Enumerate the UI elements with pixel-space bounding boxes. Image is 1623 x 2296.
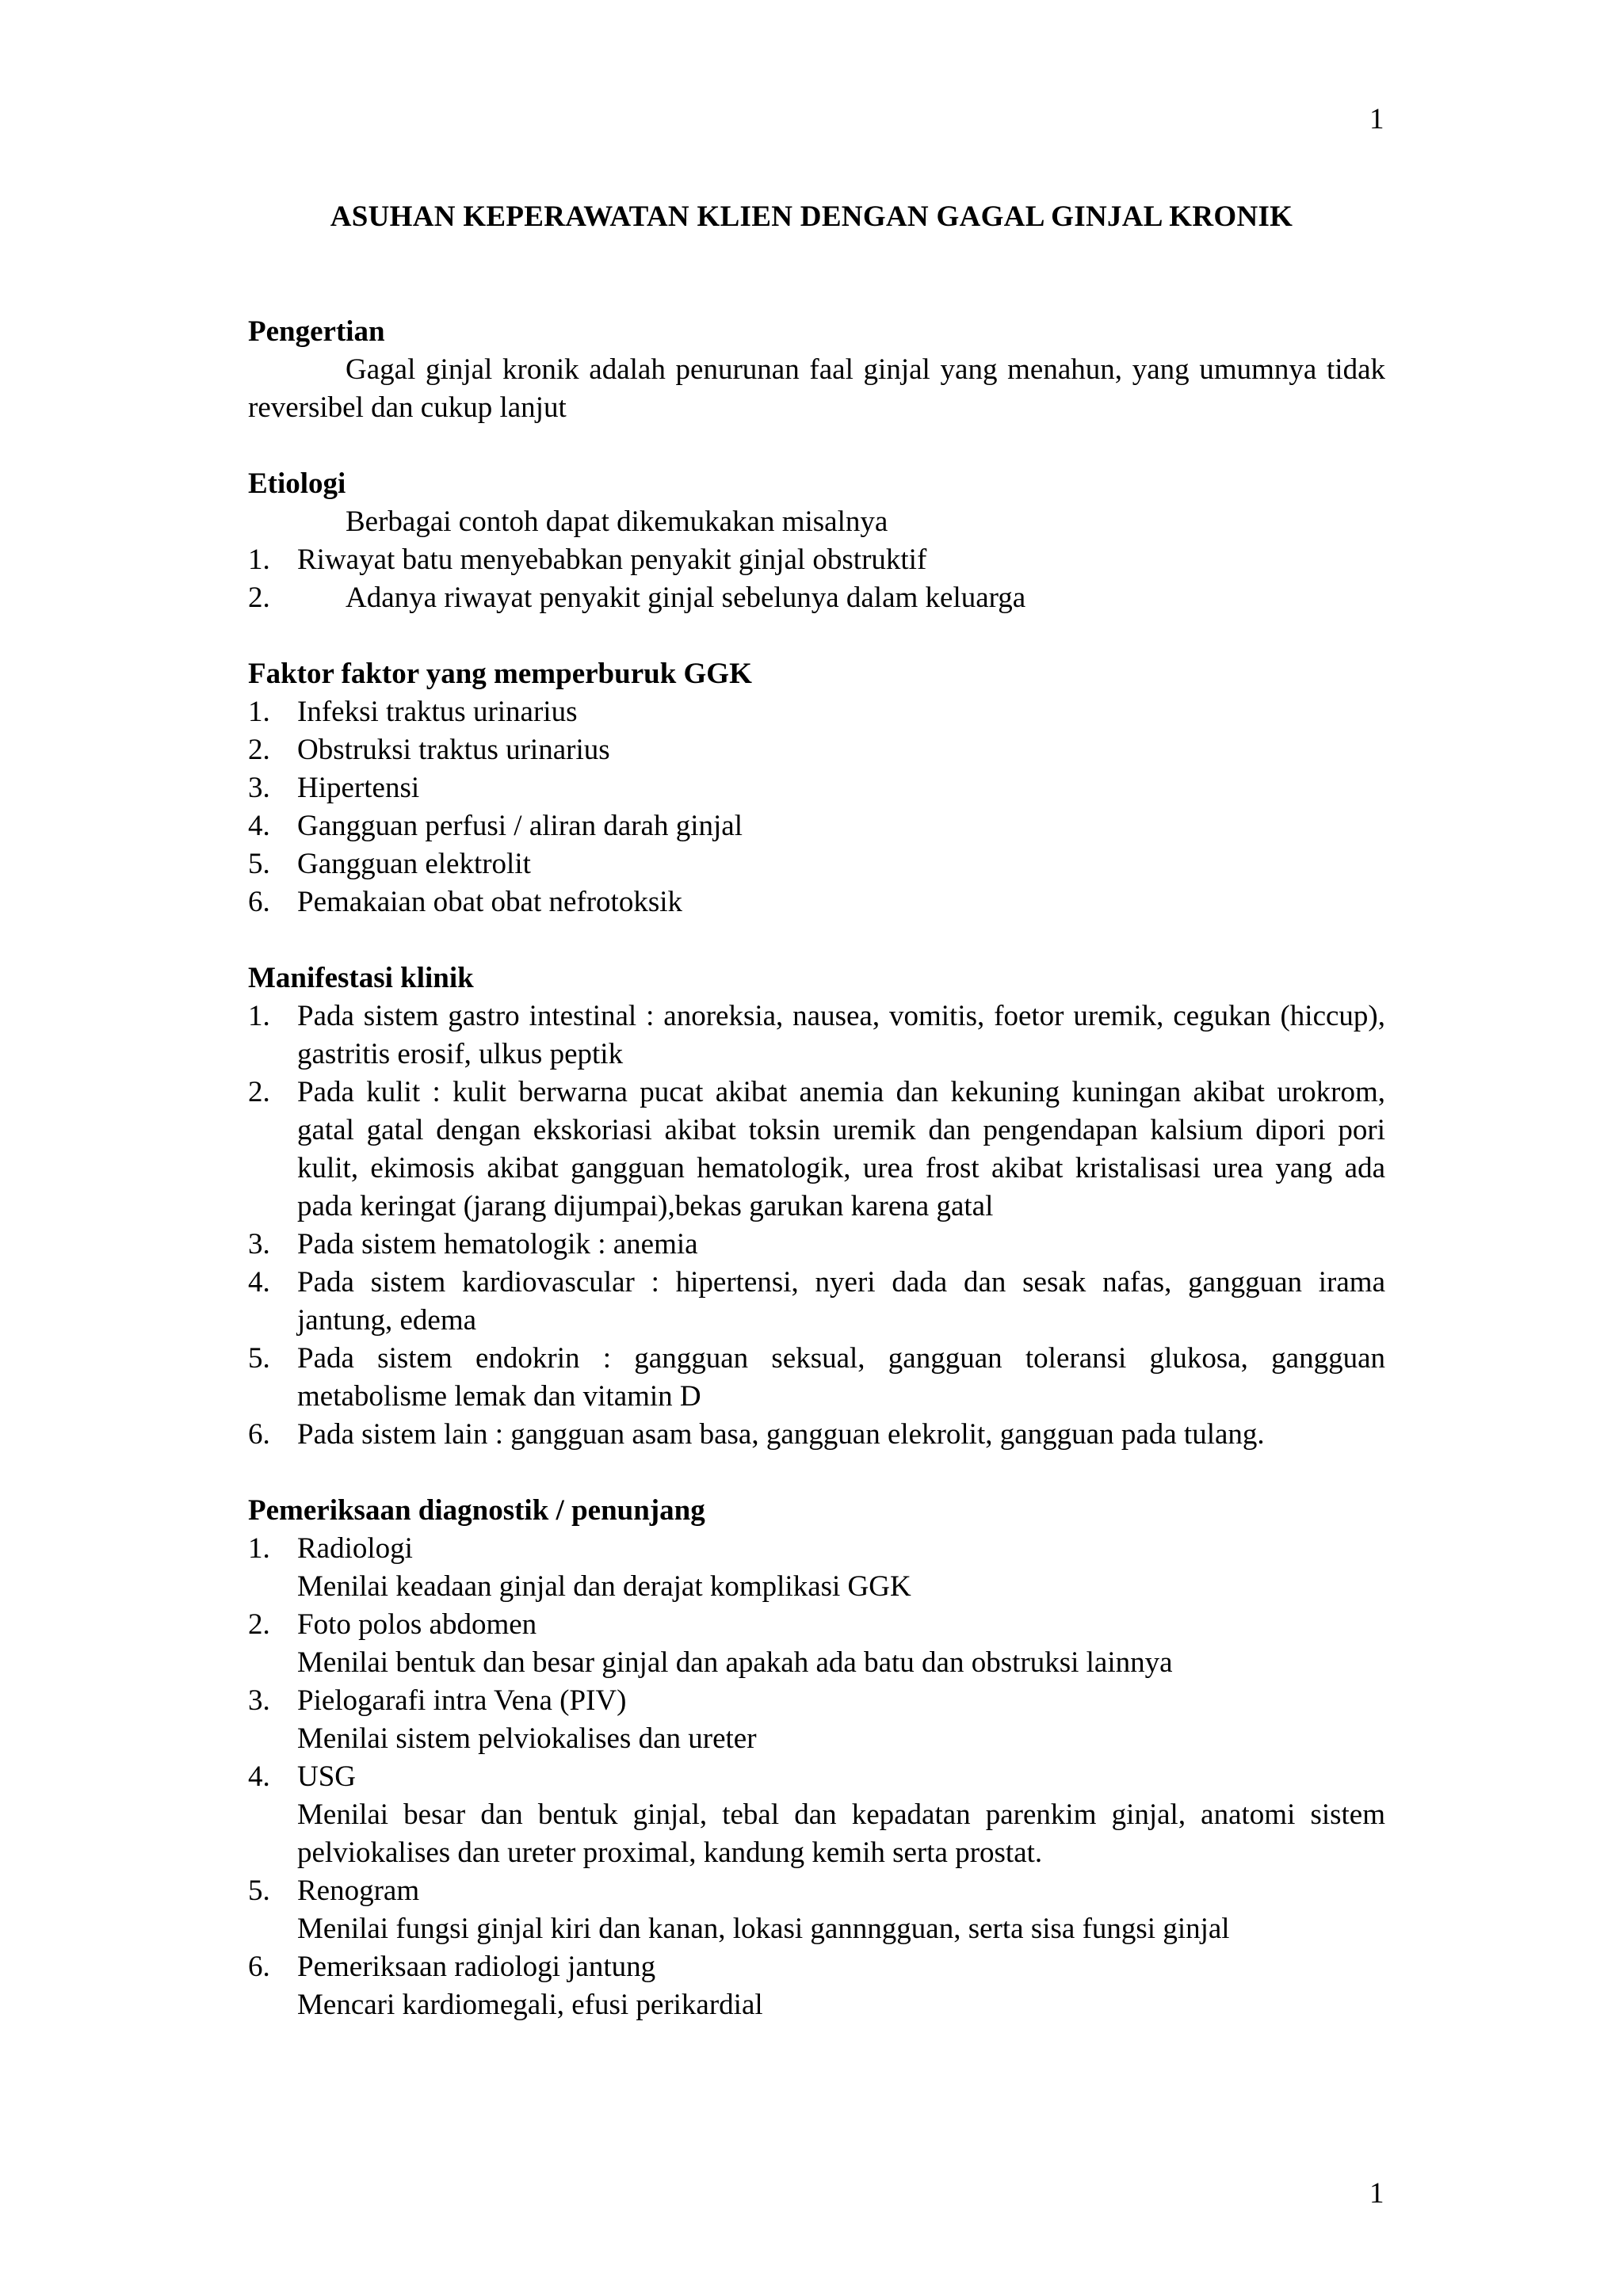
paragraph: Gagal ginjal kronik adalah penurunan faal ginjal yang menahun, yang umumnya tidak reversibel dan cukup lanjut: [248, 353, 1385, 424]
paragraph: Berbagai contoh dapat dikemukakan misalnya: [346, 505, 888, 538]
list-text: Hipertensi: [297, 772, 420, 804]
list-text: Pada sistem hematologik : anemia: [297, 1228, 698, 1261]
list-text: Pada sistem kardiovascular : hipertensi, nyeri dada dan sesak nafas, gangguan irama jantung, edema: [297, 1266, 1385, 1337]
manifestasi-list: [248, 997, 1385, 1454]
list-number: 5.: [248, 1342, 270, 1375]
list-item: [248, 731, 1385, 769]
list-text: Pada kulit : kulit berwarna pucat akibat anemia dan kekuning kuningan akibat urokrom, gatal gatal dengan ekskoriasi akibat toksin uremik dan pengendapan kalsium dipori pori kulit, ekimosis akibat gangguan hematologik, urea frost akibat kristalisasi urea yang ada pada keringat (jarang dijumpai),bekas garukan karena gatal: [297, 1076, 1385, 1222]
pemeriksaan-list: [248, 1530, 1385, 2024]
section-faktor: [248, 655, 1385, 921]
exam-description: Menilai fungsi ginjal kiri dan kanan, lokasi gannngguan, serta sisa fungsi ginjal: [297, 1913, 1230, 1945]
section-heading: Pengertian: [248, 315, 385, 348]
page-number-bottom: 1: [1369, 2177, 1384, 2210]
exam-description: Menilai bentuk dan besar ginjal dan apakah ada batu dan obstruksi lainnya: [297, 1646, 1173, 1679]
section-heading: Manifestasi klinik: [248, 962, 474, 994]
list-number: 1.: [248, 1000, 270, 1032]
list-item: [248, 579, 1385, 617]
list-text: Riwayat batu menyebabkan penyakit ginjal obstruktif: [297, 543, 927, 576]
list-number: 3.: [248, 1228, 270, 1261]
list-number: 2.: [248, 734, 270, 766]
list-item: [248, 883, 1385, 921]
list-text: Pemakaian obat obat nefrotoksik: [297, 886, 683, 918]
exam-title: Pemeriksaan radiologi jantung: [297, 1951, 656, 1983]
list-number: 3.: [248, 1684, 270, 1717]
list-text: Pada sistem endokrin : gangguan seksual, gangguan toleransi glukosa, gangguan metabolisme lemak dan vitamin D: [297, 1342, 1385, 1413]
list-item: [248, 1530, 1385, 1606]
exam-title: Foto polos abdomen: [297, 1608, 537, 1641]
list-number: 6.: [248, 1951, 270, 1983]
section-etiologi: [248, 465, 1385, 617]
list-item: [248, 1074, 1385, 1226]
section-heading: Faktor faktor yang memperburuk GGK: [248, 658, 752, 690]
list-item: [248, 1264, 1385, 1340]
exam-title: Radiologi: [297, 1532, 413, 1565]
list-item: [248, 807, 1385, 845]
exam-description: Menilai sistem pelviokalises dan ureter: [297, 1722, 757, 1755]
list-item: [248, 845, 1385, 883]
list-number: 5.: [248, 1875, 270, 1907]
list-number: 6.: [248, 886, 270, 918]
list-item: [248, 1872, 1385, 1948]
list-number: 2.: [248, 582, 270, 614]
list-number: 3.: [248, 772, 270, 804]
list-number: 4.: [248, 1760, 270, 1793]
exam-title: Pielogarafi intra Vena (PIV): [297, 1684, 627, 1717]
document-title: ASUHAN KEPERAWATAN KLIEN DENGAN GAGAL GINJAL KRONIK: [330, 200, 1293, 233]
list-item: [248, 693, 1385, 731]
exam-description: Mencari kardiomegali, efusi perikardial: [297, 1989, 763, 2021]
list-item: [248, 1416, 1385, 1454]
list-text: Obstruksi traktus urinarius: [297, 734, 610, 766]
exam-title: Renogram: [297, 1875, 420, 1907]
list-text: Infeksi traktus urinarius: [297, 696, 578, 728]
exam-title: USG: [297, 1760, 357, 1793]
list-number: 2.: [248, 1076, 270, 1108]
list-number: 1.: [248, 696, 270, 728]
list-number: 4.: [248, 810, 270, 842]
etiologi-list: [248, 541, 1385, 617]
list-number: 6.: [248, 1418, 270, 1451]
list-text: Pada sistem gastro intestinal : anoreksia, nausea, vomitis, foetor uremik, cegukan (hiccup), gastritis erosif, ulkus peptik: [297, 1000, 1385, 1070]
exam-description: Menilai besar dan bentuk ginjal, tebal dan kepadatan parenkim ginjal, anatomi sistem pelviokalises dan ureter proximal, kandung kemih serta prostat.: [297, 1798, 1385, 1869]
list-item: [248, 1682, 1385, 1758]
list-item: [248, 997, 1385, 1074]
list-number: 2.: [248, 1608, 270, 1641]
list-text: Gangguan elektrolit: [297, 848, 531, 880]
list-item: [248, 541, 1385, 579]
document-body: [248, 313, 1385, 2062]
section-heading: Etiologi: [248, 467, 346, 500]
list-number: 1.: [248, 543, 270, 576]
list-item: [248, 1948, 1385, 2024]
list-item: [248, 1758, 1385, 1872]
list-text: Adanya riwayat penyakit ginjal sebelunya dalam keluarga: [346, 582, 1026, 614]
list-item: [248, 769, 1385, 807]
section-heading: Pemeriksaan diagnostik / penunjang: [248, 1494, 705, 1527]
section-pemeriksaan: [248, 1492, 1385, 2024]
page-number-top: 1: [1369, 103, 1384, 135]
section-pengertian: [248, 313, 1385, 427]
list-item: [248, 1340, 1385, 1416]
list-number: 4.: [248, 1266, 270, 1299]
section-manifestasi: [248, 959, 1385, 1454]
list-text: Gangguan perfusi / aliran darah ginjal: [297, 810, 743, 842]
list-number: 1.: [248, 1532, 270, 1565]
list-item: [248, 1226, 1385, 1264]
exam-description: Menilai keadaan ginjal dan derajat komplikasi GGK: [297, 1570, 911, 1603]
list-text: Pada sistem lain : gangguan asam basa, gangguan elekrolit, gangguan pada tulang.: [297, 1418, 1265, 1451]
list-number: 5.: [248, 848, 270, 880]
faktor-list: [248, 693, 1385, 921]
list-item: [248, 1606, 1385, 1682]
